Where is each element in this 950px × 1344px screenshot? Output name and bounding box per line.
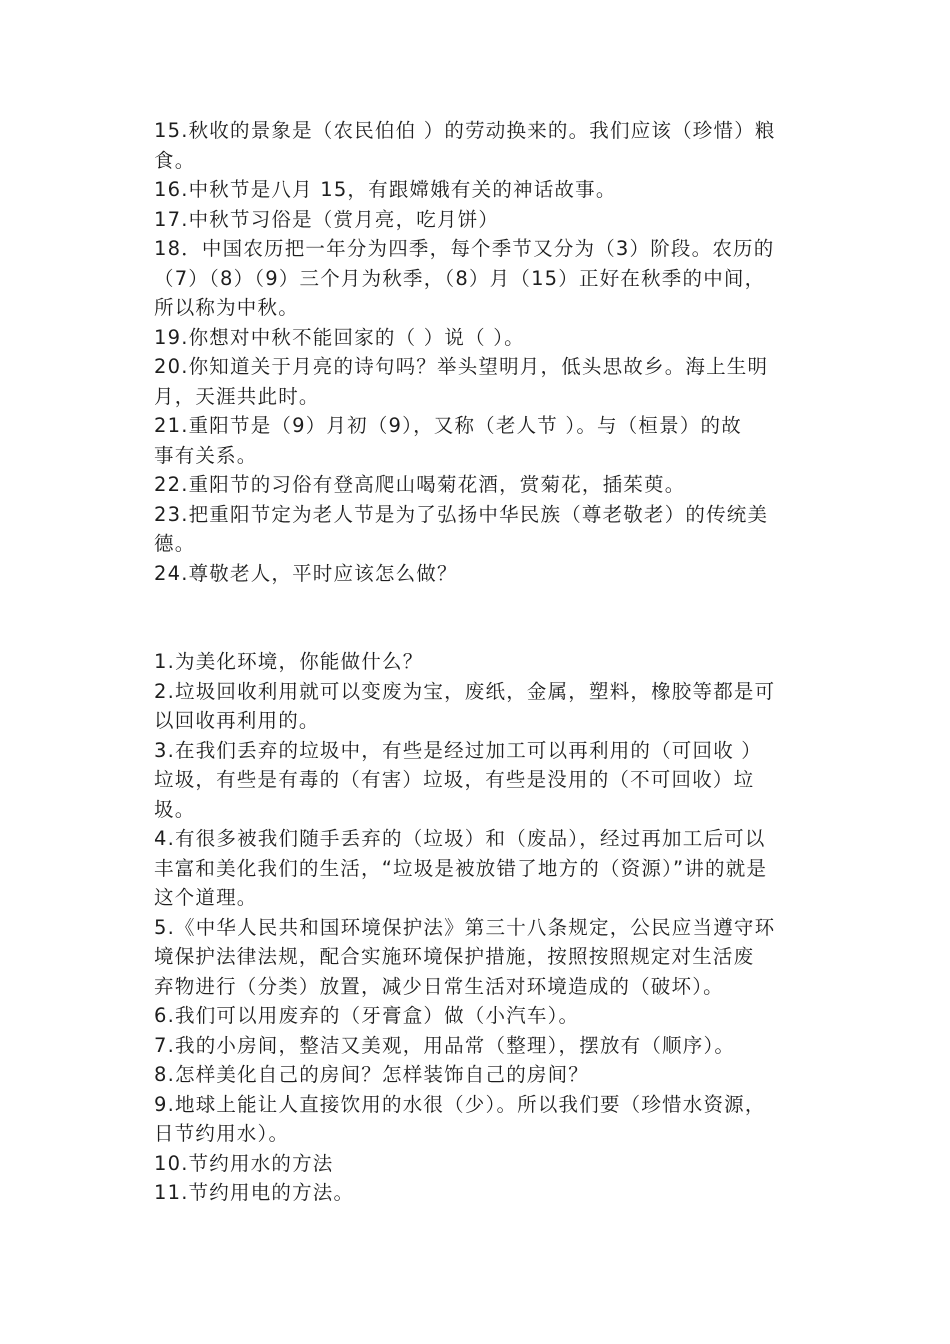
text-line: 15.秋收的景象是（农民伯伯 ）的劳动换来的。我们应该（珍惜）粮 [154,119,776,142]
text-line: 所以称为中秋。 [154,296,299,319]
text-line: 这个道理。 [154,886,258,909]
text-line: 1.为美化环境，你能做什么？ [154,650,424,673]
text-line: 11.节约用电的方法。 [154,1181,355,1204]
text-line: 19.你想对中秋不能回家的（ ）说（ ）。 [154,325,525,349]
text-line: 3.在我们丢弃的垃圾中，有些是经过加工可以再利用的（可回收 ） [154,738,763,762]
text-line: 4.有很多被我们随手丢弃的（垃圾）和（废品），经过再加工后可以 [154,827,766,850]
text-line: 16.中秋节是八月 15，有跟嫦娥有关的神话故事。 [154,178,617,201]
section-environment [154,647,814,1208]
text-line: 17.中秋节习俗是（赏月亮，吃月饼） [154,207,500,231]
text-line: 5.《中华人民共和国环境保护法》第三十八条规定，公民应当遵守环 [154,915,776,939]
text-line: 23.把重阳节定为老人节是为了弘扬中华民族（尊老敬老）的传统美 [154,502,769,526]
text-line: 6.我们可以用废弃的（牙膏盒）做（小汽车）。 [154,1004,580,1027]
text-line: 弃物进行（分类）放置，减少日常生活对环境造成的（破坏）。 [154,974,724,998]
text-line: 圾。 [154,797,196,821]
document-page [154,116,814,1208]
text-line: 德。 [154,532,196,555]
text-line: 食。 [154,148,196,172]
section-divider [154,588,814,647]
section-festivals [154,116,814,588]
text-line: 事有关系。 [154,443,258,467]
text-line: 月，天涯共此时。 [154,384,320,408]
text-line: 以回收再利用的。 [154,709,320,732]
text-line: 18．中国农历把一年分为四季，每个季节又分为（3）阶段。农历的 [154,237,775,260]
text-line: 垃圾，有些是有毒的（有害）垃圾，有些是没用的（不可回收）垃 [154,768,755,791]
text-line: 21.重阳节是（9）月初（9），又称（老人节 ）。与（桓景）的故 [154,414,742,437]
text-line: （7）（8）（9）三个月为秋季，（8）月（15）正好在秋季的中间， [154,266,766,290]
text-line: 日节约用水）。 [154,1122,290,1145]
text-line: 7.我的小房间，整洁又美观，用品常（整理），摆放有（顺序）。 [154,1033,736,1057]
text-line: 2.垃圾回收利用就可以变废为宝，废纸，金属，塑料，橡胶等都是可 [154,679,776,703]
text-line: 20.你知道关于月亮的诗句吗？举头望明月，低头思故乡。海上生明 [154,355,769,378]
text-line: 8.怎样美化自己的房间？怎样装饰自己的房间？ [154,1063,590,1086]
text-line: 境保护法律法规，配合实施环境保护措施，按照按照规定对生活废 [154,945,755,968]
text-line: 9.地球上能让人直接饮用的水很（少）。所以我们要（珍惜水资源， [154,1092,766,1116]
text-line: 24.尊敬老人，平时应该怎么做？ [154,561,458,585]
text-line: 10.节约用水的方法 [154,1151,334,1175]
text-line: 丰富和美化我们的生活，“垃圾是被放错了地方的（资源）”讲的就是 [154,856,768,880]
text-line: 22.重阳节的习俗有登高爬山喝菊花酒，赏菊花，插茱萸。 [154,473,686,496]
